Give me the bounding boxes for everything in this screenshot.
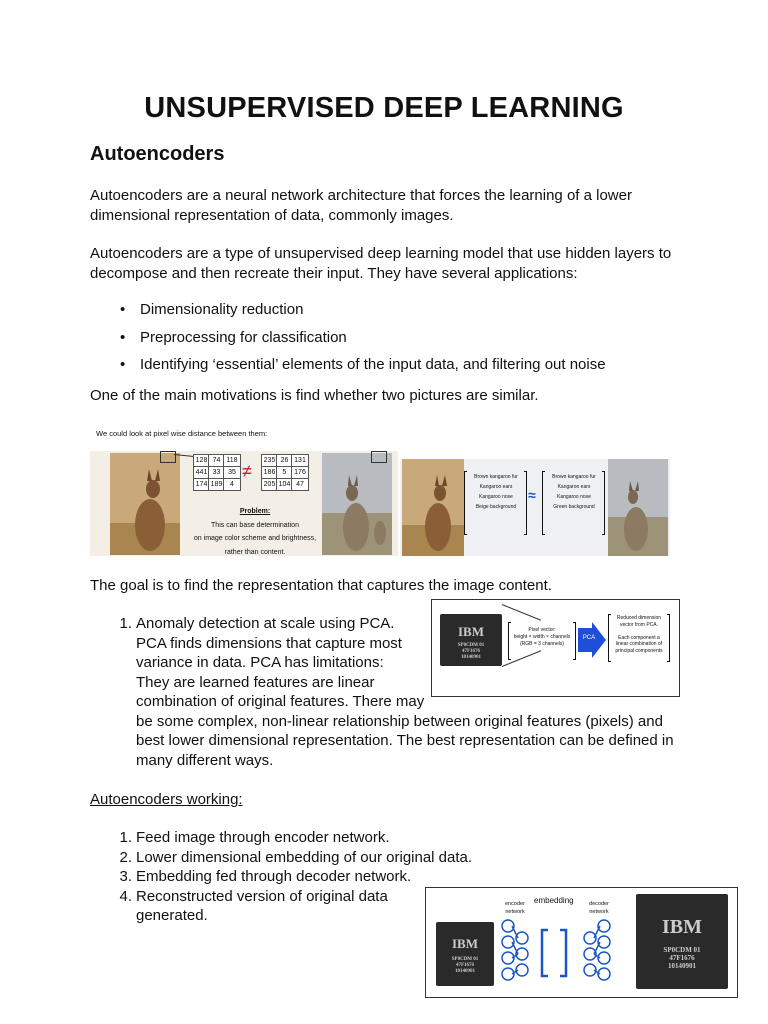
problem-note — [185, 505, 325, 559]
pixel-region-marker — [160, 451, 176, 463]
reduced-line: Reduced dimension — [616, 615, 662, 621]
feature-comparison-panel — [400, 459, 670, 556]
problem-line: rather than content. — [224, 548, 286, 556]
list-text: Embedding fed through decoder network. — [136, 868, 412, 885]
chip-code-line: 47F1676 — [669, 954, 695, 962]
label-line: encoder — [505, 901, 525, 907]
list-text: Lower dimensional embedding of our original data. — [136, 848, 473, 866]
paragraph-line: decompose and then recreate their input. They have several applications: — [90, 264, 578, 282]
reduced-line: vector from PCA. — [619, 621, 659, 628]
reduced-line: linear combination of — [615, 641, 663, 647]
feature-item: Brown kangaroo fur — [552, 474, 596, 480]
feature-item: Kangaroo nose — [479, 494, 513, 500]
pointer-line — [502, 604, 541, 621]
chip-code — [636, 946, 728, 970]
feature-item: Beige background — [475, 504, 517, 510]
paragraph-applications — [90, 244, 710, 283]
pixel-value-cell: 176 — [291, 466, 309, 479]
paragraph-line: Autoencoders are a type of unsupervised deep learning model that use hidden layers to — [90, 245, 672, 262]
decoder-network — [584, 920, 610, 980]
list-number: 1. — [119, 615, 132, 632]
paragraph-line: Autoencoders are a neural network architecture that forces the learning of a lower — [90, 187, 632, 204]
chip-code-line: SP0CDM 01 — [451, 957, 479, 962]
pixel-value-cell: 131 — [291, 454, 309, 467]
pixel-value-cell: 35 — [223, 466, 241, 479]
list-text: Feed image through encoder network. — [136, 829, 390, 846]
chip-brand: IBM — [452, 936, 478, 951]
bracket-left — [464, 471, 467, 535]
autoencoder-network — [498, 918, 628, 990]
chip-brand: IBM — [458, 624, 484, 639]
pixel-vector-line: (RGB = 3 channels) — [519, 641, 565, 647]
chip-code — [440, 643, 502, 661]
chip-code-line: 10140901 — [455, 969, 475, 974]
autoencoder-figure — [425, 887, 738, 998]
reduced-line: principal components — [615, 647, 663, 654]
chip-code-line: 10140901 — [461, 655, 481, 660]
feature-item: Kangaroo nose — [557, 494, 591, 500]
pixel-value-cell: 441 — [193, 466, 210, 479]
list-line: They are learned features are linear — [136, 673, 375, 691]
bracket-right — [602, 471, 605, 535]
list-item — [119, 828, 476, 848]
kangaroo-photo-left-small — [402, 459, 464, 556]
pixel-value-cell: 235 — [261, 454, 278, 467]
problem-title: Problem: — [239, 508, 271, 515]
pixel-value-cell: 189 — [208, 478, 225, 491]
list-line: Anomaly detection at scale using PCA. — [136, 615, 395, 632]
pixel-vector-label — [510, 627, 574, 648]
label-line: network — [505, 909, 525, 915]
feature-item: Brown kangaroo fur — [474, 474, 518, 480]
problem-line: This can base determination — [211, 521, 299, 529]
bracket-right — [573, 622, 576, 660]
chip-code — [436, 957, 494, 975]
list-text: Reconstructed version of original data — [136, 887, 388, 905]
bracket-right — [667, 614, 670, 662]
list-line: combination of original features. There may — [136, 693, 425, 710]
page-title: UNSUPERVISED DEEP LEARNING — [144, 92, 624, 124]
pixel-value-cell: 205 — [261, 478, 278, 491]
kangaroo-comparison-figure — [90, 425, 670, 556]
pixel-value-cell: 186 — [261, 466, 278, 479]
pixel-value-cell: 104 — [276, 478, 293, 491]
list-line: best lower dimensional representation. The best representation can be defined in — [136, 732, 674, 749]
list-number: 3. — [119, 868, 132, 885]
section-title: Autoencoders — [90, 143, 225, 165]
label-line: decoder — [589, 901, 609, 907]
pixel-value-cell: 33 — [208, 466, 225, 479]
paragraph-intro — [90, 186, 710, 225]
problem-line: on image color scheme and brightness, — [193, 535, 317, 542]
feature-list-left — [468, 472, 524, 512]
pixel-value-cell: 47 — [291, 478, 309, 491]
approx-sign: ≈ — [528, 487, 536, 503]
ibm-chip-input — [436, 922, 494, 986]
bracket-right — [524, 471, 527, 535]
list-item — [119, 848, 476, 868]
chip-code-line: 10140901 — [668, 962, 696, 970]
list-item — [119, 867, 476, 887]
encoder-label — [502, 900, 528, 916]
pixel-value-cell: 4 — [223, 478, 241, 491]
pixel-value-cell: 74 — [208, 454, 225, 467]
kangaroo-photo-left — [110, 453, 180, 555]
not-equal-sign: ≠ — [242, 461, 252, 481]
chip-brand: IBM — [662, 916, 702, 938]
pixel-value-cell: 118 — [223, 454, 241, 467]
embedding-label: embedding — [534, 896, 574, 905]
list-line: be some complex, non-linear relationship between original features (pixels) and — [136, 712, 663, 730]
bullet-item: • Identifying ‘essential’ elements of the input data, and filtering out noise — [140, 356, 606, 373]
bracket-left — [542, 471, 545, 535]
chip-code-line: 47F1676 — [461, 649, 481, 654]
ibm-chip-image — [440, 614, 502, 666]
pca-label: PCA — [582, 635, 596, 641]
pca-figure — [431, 599, 680, 697]
chip-code-line: SP0CDM 01 — [663, 946, 701, 954]
label-line: network — [589, 909, 609, 915]
pixel-value-cell: 5 — [276, 466, 293, 479]
bullet-item: • Preprocessing for classification — [140, 329, 347, 346]
feature-item: Green background — [553, 504, 595, 510]
pixel-vector-line: Pixel vector: — [528, 627, 556, 633]
pixel-value-cell: 26 — [276, 454, 293, 467]
reduced-vector-label — [610, 615, 668, 654]
list-text: generated. — [136, 907, 208, 924]
pixel-value-cell: 174 — [193, 478, 210, 491]
pixel-distance-panel — [90, 425, 398, 556]
kangaroo-photo-right — [322, 453, 392, 555]
list-number: 2. — [119, 848, 132, 866]
motivation-text: One of the main motivations is find whether two pictures are similar. — [90, 387, 539, 404]
feature-list-right — [546, 472, 602, 512]
paragraph-line: dimensional representation of data, commonly images. — [90, 206, 454, 224]
ibm-chip-output — [636, 894, 728, 989]
feature-item: Kangaroo ears — [479, 484, 513, 490]
working-heading: Autoencoders working: — [90, 791, 243, 808]
pixel-region-marker — [371, 451, 387, 463]
chip-code-line: SP0CDM 01 — [457, 643, 485, 648]
reduced-line: Each component a — [618, 634, 660, 641]
list-number: 4. — [119, 887, 132, 905]
pixel-vector-line: height × width × channels — [513, 634, 571, 640]
list-line: many different ways. — [136, 751, 274, 769]
embedding-brackets — [542, 930, 566, 976]
chip-code-line: 47F1676 — [455, 963, 475, 968]
list-line: PCA finds dimensions that capture most — [136, 634, 402, 652]
goal-text: The goal is to find the representation that captures the image content. — [90, 577, 552, 594]
decoder-label — [586, 900, 612, 916]
list-line: variance in data. PCA has limitations: — [136, 654, 384, 671]
feature-item: Kangaroo ears — [557, 484, 591, 490]
pixel-value-cell: 128 — [193, 454, 210, 467]
bullet-item: • Dimensionality reduction — [140, 301, 303, 318]
kangaroo-photo-right-small — [608, 459, 668, 556]
figure-caption: We could look at pixel wise distance between them: — [96, 429, 268, 438]
encoder-network — [502, 920, 528, 980]
list-number: 1. — [119, 829, 132, 846]
